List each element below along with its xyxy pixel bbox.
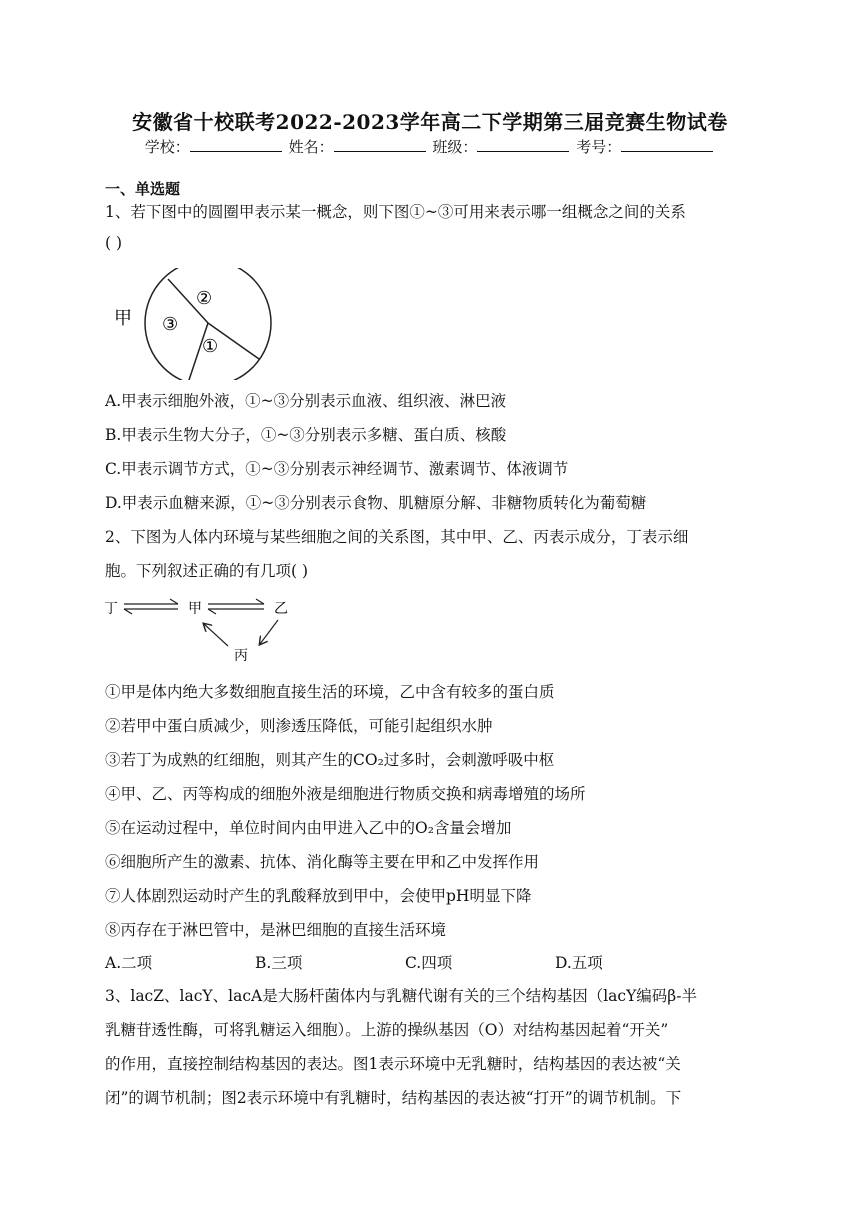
exam-number-label: 考号： [576,138,622,156]
q2-option-a: A.二项 [105,954,153,972]
q2-label-jia: 甲 [188,601,202,617]
name-label: 姓名： [288,138,334,156]
student-info-row [0,136,860,157]
q2-options-row [105,951,705,973]
q1-option-a: A.甲表示细胞外液，①~③分别表示血液、组织液、淋巴液 [105,392,507,410]
school-blank[interactable] [190,137,282,152]
section-heading: 一、单选题 [105,180,181,198]
q1-circle-diagram [110,268,280,380]
q2-statement-6: ⑥细胞所产生的激素、抗体、消化酶等主要在甲和乙中发挥作用 [105,853,540,871]
q2-label-ding: 丁 [104,601,118,617]
q2-statement-2: ②若甲中蛋白质减少，则渗透压降低，可能引起组织水肿 [105,717,493,735]
q2-statement-1: ①甲是体内绝大多数细胞直接生活的环境，乙中含有较多的蛋白质 [105,683,555,701]
q1-label-jia: 甲 [114,308,132,329]
q2-stem-line2: 胞。下列叙述正确的有几项( ) [105,562,309,580]
q1-stem-line1: 1、若下图中的圆圈甲表示某一概念，则下图①~③可用来表示哪一组概念之间的关系 [105,203,686,221]
q1-part-1: ① [202,336,219,357]
q1-stem-line2: ( ) [105,234,123,252]
q2-option-c: C.四项 [405,954,453,972]
q2-stem-line1: 2、下图为人体内环境与某些细胞之间的关系图，其中甲、乙、丙表示成分，丁表示细 [105,528,689,546]
q2-statement-8: ⑧丙存在于淋巴管中，是淋巴细胞的直接生活环境 [105,921,447,939]
exam-number-blank[interactable] [621,137,713,152]
q2-relationship-diagram [102,594,302,666]
q2-label-yi: 乙 [274,601,288,617]
q2-statement-3: ③若丁为成熟的红细胞，则其产生的CO₂过多时，会刺激呼吸中枢 [105,751,555,769]
q1-option-b: B.甲表示生物大分子，①~③分别表示多糖、蛋白质、核酸 [105,426,507,444]
name-blank[interactable] [334,137,426,152]
q2-label-bing: 丙 [234,648,248,664]
school-label: 学校： [144,138,190,156]
q3-line-1: 3、lacZ、lacY、lacA是大肠杆菌体内与乳糖代谢有关的三个结构基因（lacY编码β-半 [105,987,698,1005]
class-label: 班级： [432,138,478,156]
q3-line-3: 的作用，直接控制结构基因的表达。图1表示环境中无乳糖时，结构基因的表达被“关 [105,1055,681,1073]
q1-option-d: D.甲表示血糖来源，①~③分别表示食物、肌糖原分解、非糖物质转化为葡萄糖 [105,494,647,512]
q2-option-d: D.五项 [555,954,603,972]
q1-part-3: ③ [162,314,179,335]
q3-line-4: 闭”的调节机制；图2表示环境中有乳糖时，结构基因的表达被“打开”的调节机制。下 [105,1089,682,1107]
q3-line-2: 乳糖苷透性酶，可将乳糖运入细胞）。上游的操纵基因（O）对结构基因起着“开关” [105,1021,669,1039]
q2-statement-5: ⑤在运动过程中，单位时间内由甲进入乙中的O₂含量会增加 [105,819,512,837]
q2-statement-7: ⑦人体剧烈运动时产生的乳酸释放到甲中，会使甲pH明显下降 [105,887,532,905]
q1-option-c: C.甲表示调节方式，①~③分别表示神经调节、激素调节、体液调节 [105,460,569,478]
class-blank[interactable] [477,137,569,152]
q2-statement-4: ④甲、乙、丙等构成的细胞外液是细胞进行物质交换和病毒增殖的场所 [105,785,586,803]
page-title: 安徽省十校联考2022-2023学年高二下学期第三届竞赛生物试卷 [132,110,728,134]
q2-option-b: B.三项 [255,954,303,972]
q1-part-2: ② [196,288,213,309]
